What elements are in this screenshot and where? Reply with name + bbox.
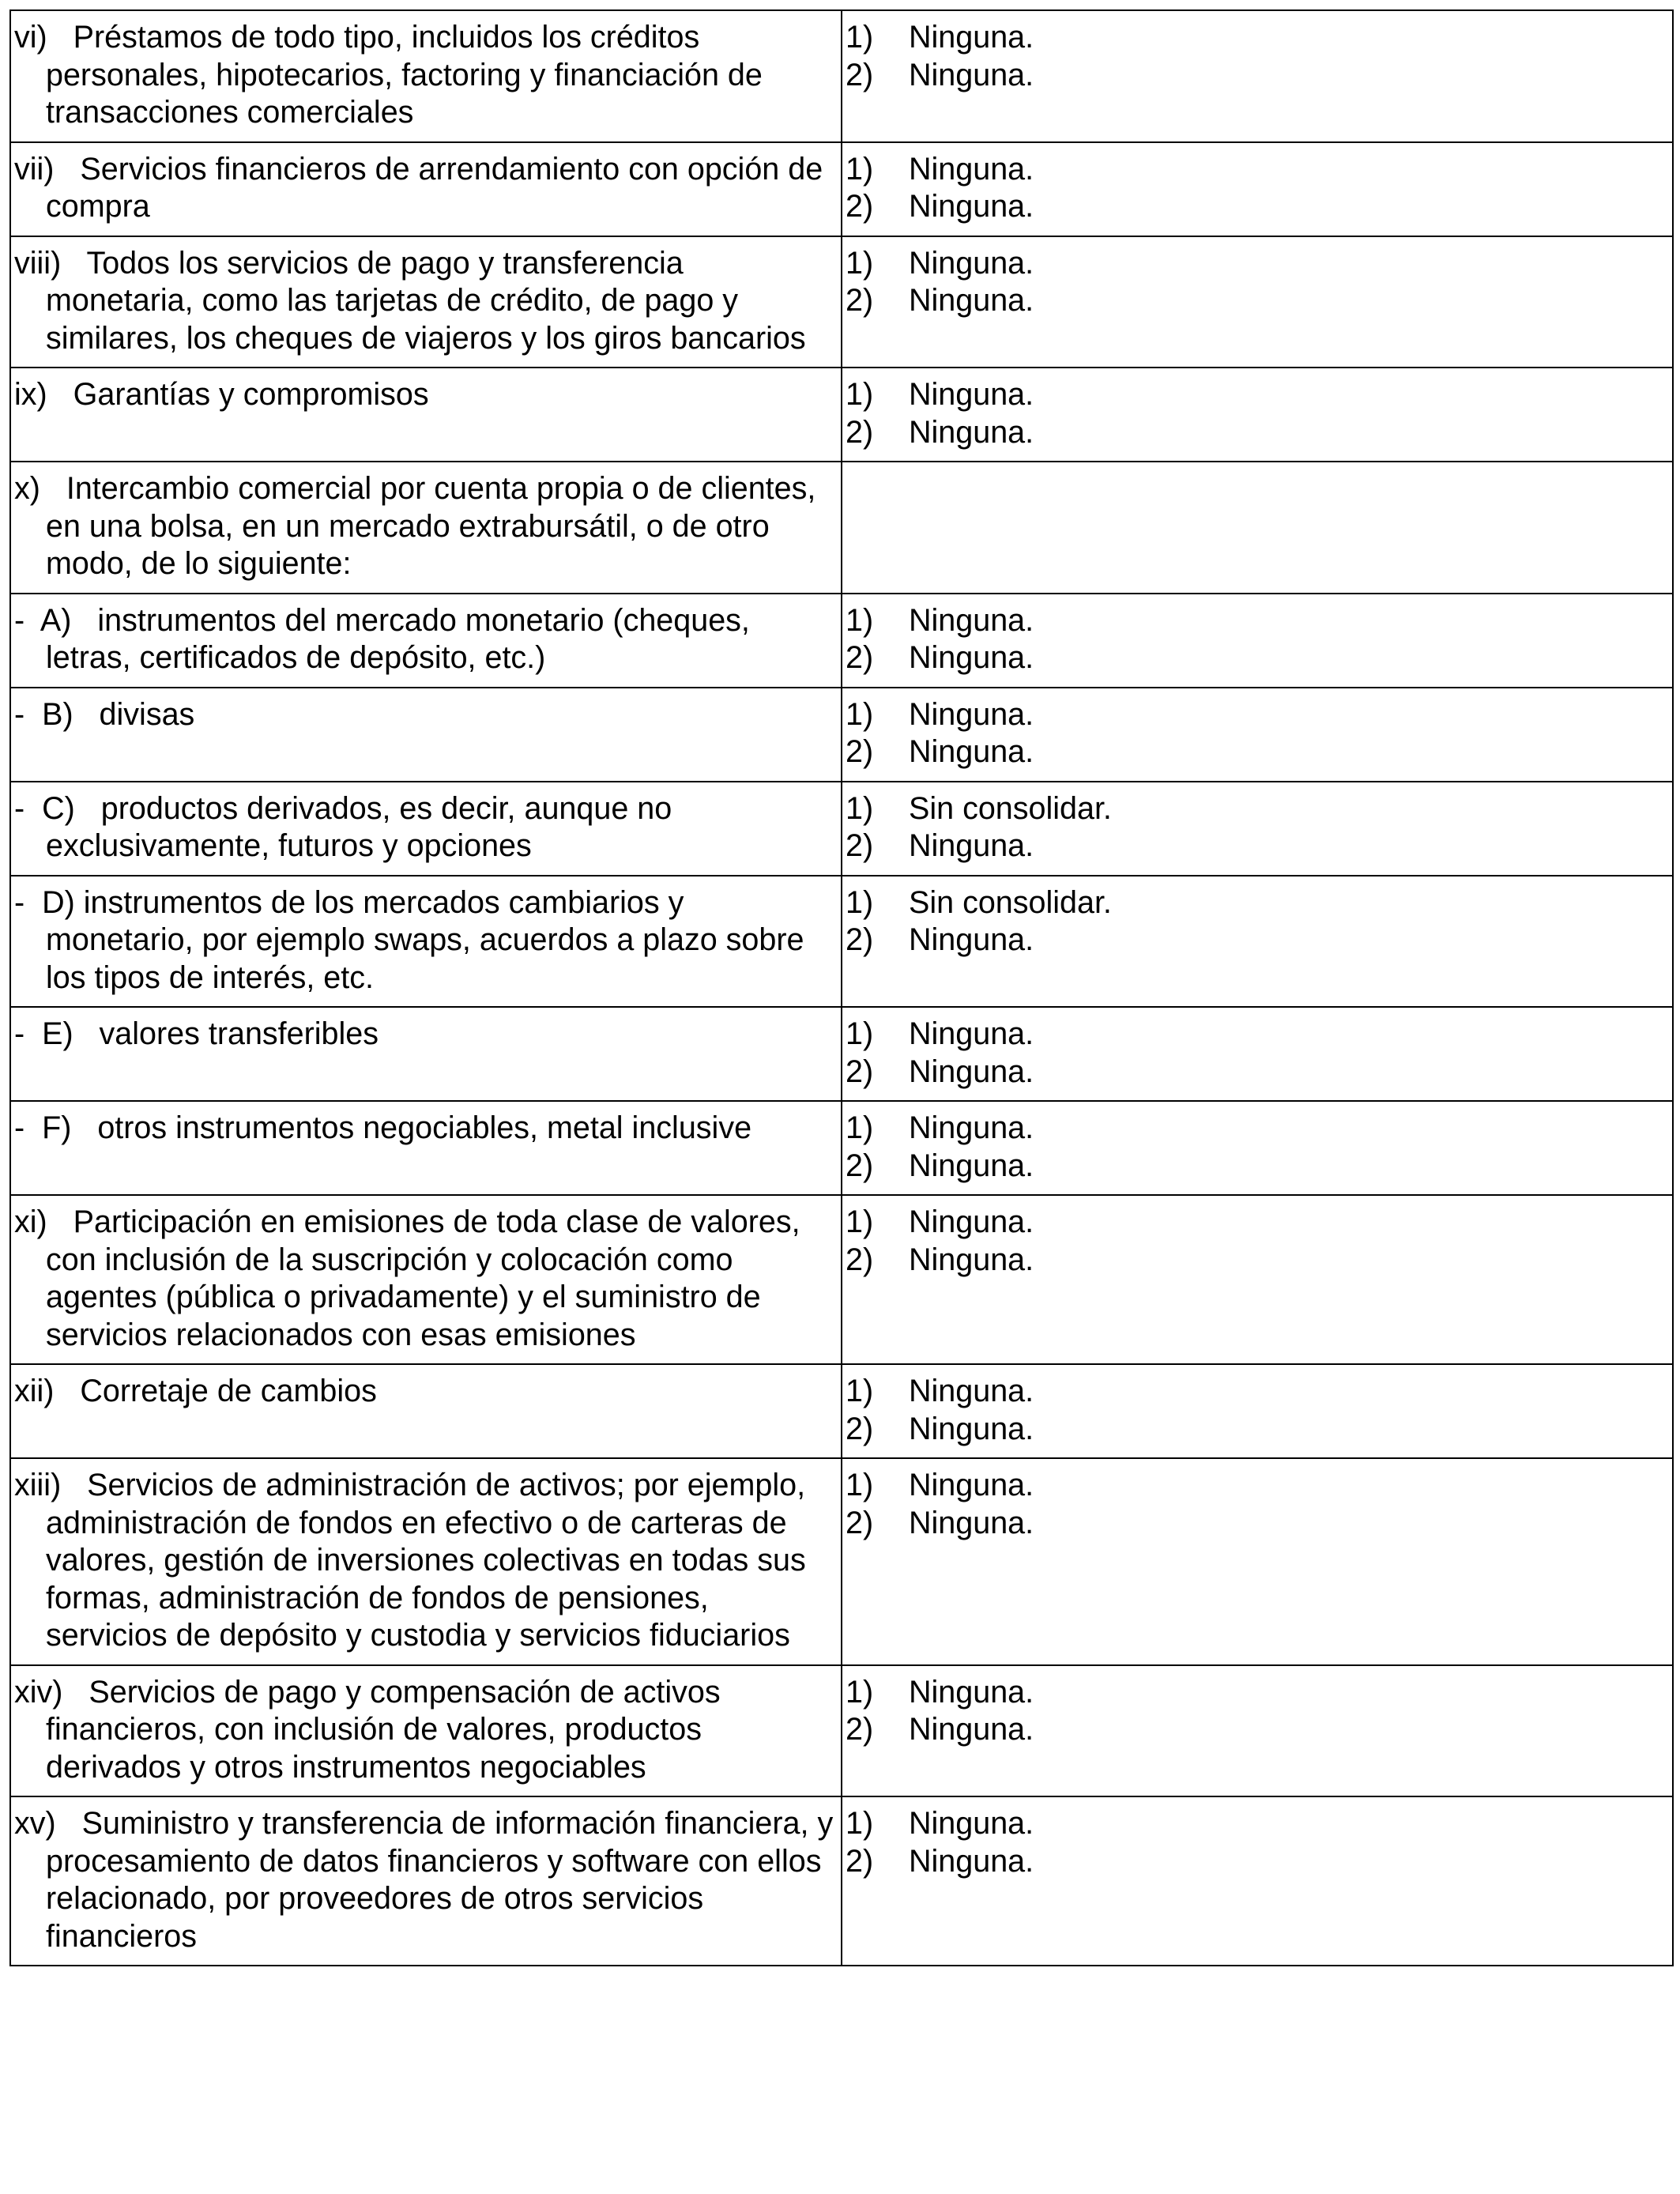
commitment-number: 1)	[846, 1204, 874, 1239]
table-row	[10, 1665, 1673, 1797]
commitment-number: 1)	[846, 696, 874, 732]
commitment-text: Ninguna.	[909, 414, 1034, 450]
commitment-text: Ninguna.	[909, 1242, 1034, 1277]
commitment-number: 2)	[846, 640, 874, 675]
table-row	[10, 10, 1673, 142]
commitment-line	[846, 922, 1667, 959]
commitments-cell	[842, 782, 1673, 876]
sector-item	[14, 696, 836, 734]
sector-description: Servicios financieros de arrendamiento con opción de compra	[46, 151, 823, 224]
sector-description: Suministro y transferencia de información financiera, y procesamiento de datos financieros y software con ellos relacionado, por proveedores de otros servicios financieros	[46, 1806, 834, 1954]
commitments-cell	[842, 1007, 1673, 1101]
sector-label: - D)	[14, 884, 75, 920]
sector-item	[14, 1674, 836, 1787]
sector-label: viii)	[14, 245, 62, 281]
sector-label: xii)	[14, 1374, 55, 1408]
commitment-number: 1)	[846, 884, 874, 920]
commitment-text: Sin consolidar.	[909, 790, 1112, 826]
sector-item	[14, 470, 836, 583]
sector-gap	[73, 697, 100, 732]
table-row	[10, 236, 1673, 368]
commitment-text: Ninguna.	[909, 1843, 1034, 1879]
sector-gap	[47, 377, 73, 412]
commitment-line	[846, 188, 1667, 226]
commitment-text: Sin consolidar.	[909, 884, 1112, 920]
commitment-line	[846, 282, 1667, 320]
table-row	[10, 688, 1673, 782]
commitment-line	[846, 376, 1667, 414]
commitment-text: Ninguna.	[909, 377, 1034, 412]
commitment-number: 2)	[846, 734, 874, 769]
commitments-cell	[842, 876, 1673, 1008]
commitment-text: Ninguna.	[909, 640, 1034, 675]
table-row	[10, 1007, 1673, 1101]
sector-label: xiv)	[14, 1674, 63, 1710]
commitment-number: 2)	[846, 1505, 874, 1540]
commitment-number: 1)	[846, 20, 874, 55]
sector-description: productos derivados, es decir, aunque no exclusivamente, futuros y opciones	[46, 790, 672, 863]
commitment-line	[846, 1373, 1667, 1411]
sector-label: x)	[14, 471, 40, 506]
sector-item	[14, 1467, 836, 1655]
commitment-text: Ninguna.	[909, 1054, 1034, 1089]
commitment-line	[846, 884, 1667, 922]
table-row	[10, 1101, 1673, 1195]
table-row	[10, 1796, 1673, 1966]
commitments-cell	[842, 1364, 1673, 1458]
sector-cell	[10, 1665, 842, 1797]
sector-description: instrumentos del mercado monetario (cheques, letras, certificados de depósito, etc.)	[46, 602, 750, 675]
commitment-text: Ninguna.	[909, 828, 1034, 863]
commitment-line	[846, 19, 1667, 57]
commitment-number: 1)	[846, 1374, 874, 1408]
commitment-number: 2)	[846, 283, 874, 318]
commitment-text: Ninguna.	[909, 602, 1034, 638]
commitment-line	[846, 414, 1667, 452]
commitments-cell	[842, 1101, 1673, 1195]
commitments-cell	[842, 1458, 1673, 1665]
sector-item	[14, 884, 836, 997]
sector-cell	[10, 1364, 842, 1458]
commitment-text: Ninguna.	[909, 1204, 1034, 1239]
commitment-text: Ninguna.	[909, 151, 1034, 187]
commitment-text: Ninguna.	[909, 245, 1034, 281]
table-row	[10, 1458, 1673, 1665]
commitment-text: Ninguna.	[909, 57, 1034, 92]
commitment-line	[846, 1467, 1667, 1505]
commitment-line	[846, 696, 1667, 734]
commitment-text: Ninguna.	[909, 734, 1034, 769]
commitment-number: 2)	[846, 1411, 874, 1446]
sector-description: Participación en emisiones de toda clase de valores, con inclusión de la suscripción y colocación como agentes (pública o privadamente) y el suministro de servicios relacionados con esas emisiones	[46, 1204, 800, 1352]
commitment-line	[846, 1674, 1667, 1712]
sector-description: Todos los servicios de pago y transferencia monetaria, como las tarjetas de crédito, de pago y similares, los cheques de viajeros y los giros bancarios	[46, 245, 806, 356]
sector-label: - F)	[14, 1110, 72, 1145]
sector-label: ix)	[14, 377, 47, 412]
commitment-number: 1)	[846, 245, 874, 281]
commitments-cell	[842, 594, 1673, 688]
table-row	[10, 368, 1673, 462]
commitment-number: 2)	[846, 828, 874, 863]
sector-gap	[73, 1016, 100, 1051]
commitments-cell	[842, 688, 1673, 782]
sector-label: - B)	[14, 696, 73, 732]
sector-gap	[54, 152, 80, 187]
sector-description: Servicios de pago y compensación de activos financieros, con inclusión de valores, productos derivados y otros instrumentos negociables	[46, 1674, 721, 1785]
commitment-number: 1)	[846, 1110, 874, 1145]
commitment-number: 2)	[846, 414, 874, 450]
sector-gap	[47, 20, 73, 55]
commitment-line	[846, 733, 1667, 771]
sector-item	[14, 790, 836, 865]
table-row	[10, 462, 1673, 594]
table-row	[10, 876, 1673, 1008]
sector-cell	[10, 1007, 842, 1101]
sector-cell	[10, 1195, 842, 1364]
sector-gap	[54, 1374, 80, 1408]
commitment-line	[846, 245, 1667, 283]
commitment-text: Ninguna.	[909, 1374, 1034, 1408]
sector-cell	[10, 462, 842, 594]
sector-gap	[56, 1806, 82, 1841]
sector-gap	[75, 791, 101, 826]
commitment-text: Ninguna.	[909, 283, 1034, 318]
commitment-text: Ninguna.	[909, 1806, 1034, 1841]
commitment-line	[846, 639, 1667, 677]
table-row	[10, 1195, 1673, 1364]
commitment-number: 2)	[846, 1242, 874, 1277]
sector-gap	[61, 1468, 87, 1502]
sector-gap	[71, 1110, 97, 1145]
commitment-text: Ninguna.	[909, 696, 1034, 732]
commitments-cell	[842, 462, 1673, 594]
sector-item	[14, 245, 836, 358]
sector-label: - C)	[14, 790, 75, 826]
sector-gap	[47, 1204, 73, 1239]
commitment-number: 1)	[846, 377, 874, 412]
commitment-text: Ninguna.	[909, 1016, 1034, 1051]
sector-item	[14, 1110, 836, 1148]
sector-description: Garantías y compromisos	[73, 377, 429, 412]
sector-item	[14, 1805, 836, 1955]
commitment-text: Ninguna.	[909, 922, 1034, 957]
sector-item	[14, 1204, 836, 1354]
commitment-number: 2)	[846, 189, 874, 224]
commitment-number: 1)	[846, 1674, 874, 1710]
commitments-cell	[842, 368, 1673, 462]
commitment-line	[846, 1505, 1667, 1543]
commitment-number: 2)	[846, 1148, 874, 1183]
sector-cell	[10, 688, 842, 782]
sector-gap	[71, 603, 97, 638]
sector-description: valores transferibles	[99, 1016, 379, 1051]
sector-cell	[10, 1796, 842, 1966]
commitment-line	[846, 1411, 1667, 1449]
commitment-line	[846, 1110, 1667, 1148]
commitment-text: Ninguna.	[909, 1110, 1034, 1145]
commitment-number: 2)	[846, 1712, 874, 1747]
commitment-number: 1)	[846, 1806, 874, 1841]
commitments-cell	[842, 1796, 1673, 1966]
sector-gap	[62, 1675, 89, 1710]
sector-cell	[10, 368, 842, 462]
commitment-line	[846, 602, 1667, 640]
sector-cell	[10, 236, 842, 368]
commitment-number: 1)	[846, 1468, 874, 1502]
commitment-text: Ninguna.	[909, 1712, 1034, 1747]
commitment-text: Ninguna.	[909, 1148, 1034, 1183]
commitment-line	[846, 57, 1667, 95]
sector-label: xv)	[14, 1806, 56, 1841]
sector-label: vii)	[14, 151, 55, 187]
commitment-text: Ninguna.	[909, 20, 1034, 55]
commitment-line	[846, 1054, 1667, 1091]
commitment-line	[846, 1805, 1667, 1843]
commitment-number: 2)	[846, 1843, 874, 1879]
sector-label: - A)	[14, 602, 72, 638]
table-row	[10, 1364, 1673, 1458]
commitment-line	[846, 1204, 1667, 1242]
sector-gap	[40, 471, 66, 506]
commitment-text: Ninguna.	[909, 1468, 1034, 1502]
commitment-line	[846, 1148, 1667, 1186]
sector-label: vi)	[14, 20, 47, 55]
table-row	[10, 142, 1673, 236]
commitment-line	[846, 1016, 1667, 1054]
commitment-line	[846, 1242, 1667, 1280]
sector-item	[14, 1373, 836, 1411]
sector-description: Corretaje de cambios	[80, 1374, 377, 1408]
table-body	[10, 10, 1673, 1966]
commitment-number: 2)	[846, 922, 874, 957]
sector-description: Intercambio comercial por cuenta propia o de clientes, en una bolsa, en un mercado extrabursátil, o de otro modo, de lo siguiente:	[46, 471, 816, 581]
sector-description: divisas	[99, 696, 195, 732]
commitment-line	[846, 790, 1667, 828]
commitment-line	[846, 827, 1667, 865]
sector-description: instrumentos de los mercados cambiarios y monetario, por ejemplo swaps, acuerdos a plazo sobre los tipos de interés, etc.	[46, 884, 804, 995]
commitment-line	[846, 1711, 1667, 1749]
sector-description: Préstamos de todo tipo, incluidos los créditos personales, hipotecarios, factoring y financiación de transacciones comerciales	[46, 20, 763, 130]
commitment-text: Ninguna.	[909, 1674, 1034, 1710]
sector-description: Servicios de administración de activos; por ejemplo, administración de fondos en efectivo o de carteras de valores, gestión de inversiones colectivas en todas sus formas, administración de fondos de pensiones, servicios de depósito y custodia y servicios fiduciarios	[46, 1468, 806, 1653]
sector-item	[14, 602, 836, 677]
sector-label: xiii)	[14, 1468, 62, 1502]
sector-gap	[75, 885, 84, 920]
commitment-text: Ninguna.	[909, 1411, 1034, 1446]
commitment-text: Ninguna.	[909, 1505, 1034, 1540]
commitments-cell	[842, 236, 1673, 368]
sector-cell	[10, 10, 842, 142]
table-row	[10, 594, 1673, 688]
sector-item	[14, 19, 836, 132]
commitments-cell	[842, 1665, 1673, 1797]
sector-item	[14, 151, 836, 226]
sector-cell	[10, 594, 842, 688]
sector-label: xi)	[14, 1204, 47, 1239]
commitment-number: 1)	[846, 151, 874, 187]
sector-cell	[10, 1458, 842, 1665]
commitments-cell	[842, 142, 1673, 236]
commitment-number: 1)	[846, 790, 874, 826]
commitment-number: 1)	[846, 602, 874, 638]
sector-cell	[10, 142, 842, 236]
sector-cell	[10, 876, 842, 1008]
commitments-table	[9, 9, 1674, 1966]
commitment-line	[846, 151, 1667, 189]
sector-cell	[10, 782, 842, 876]
sector-description: otros instrumentos negociables, metal inclusive	[97, 1110, 752, 1145]
sector-gap	[61, 246, 86, 281]
sector-item	[14, 1016, 836, 1054]
commitment-number: 2)	[846, 57, 874, 92]
sector-cell	[10, 1101, 842, 1195]
commitments-cell	[842, 10, 1673, 142]
commitment-number: 2)	[846, 1054, 874, 1089]
commitment-text: Ninguna.	[909, 189, 1034, 224]
commitment-number: 1)	[846, 1016, 874, 1051]
commitments-cell	[842, 1195, 1673, 1364]
sector-item	[14, 376, 836, 414]
table-row	[10, 782, 1673, 876]
commitment-line	[846, 1843, 1667, 1881]
sector-label: - E)	[14, 1016, 73, 1051]
